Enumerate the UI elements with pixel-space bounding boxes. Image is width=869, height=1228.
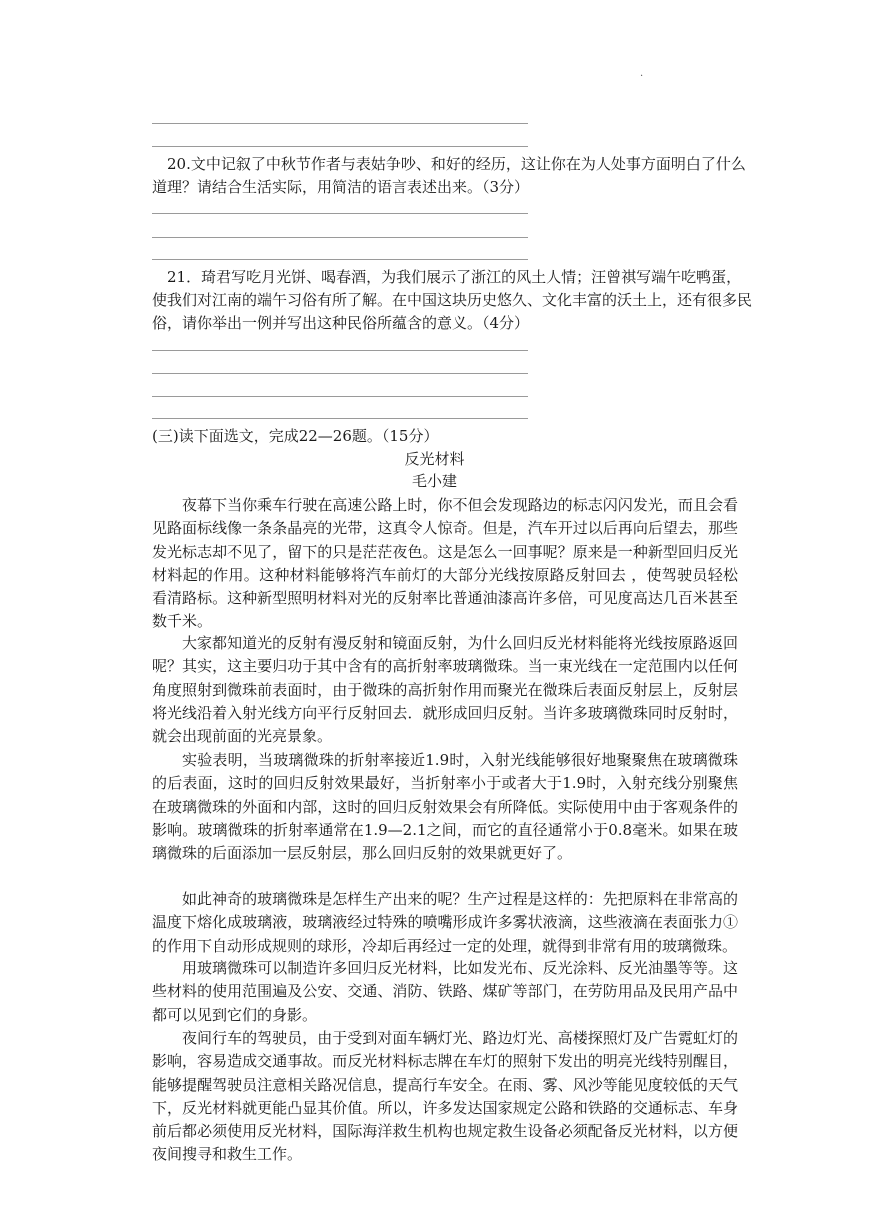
answer-line bbox=[152, 146, 528, 147]
question-20: 20.文中记叙了中秋节作者与表姑争吵、和好的经历，这让你在为人处事方面明白了什么道理？请结合生活实际，用简洁的语言表述出来。（3分） bbox=[152, 155, 746, 196]
answer-line bbox=[152, 123, 528, 124]
question-21: 21．琦君写吃月光饼、喝春酒，为我们展示了浙江的风土人情；汪曾祺写端午吃鸭蛋，使我们对江南的端午习俗有所了解。在中国这块历史悠久、文化丰富的沃土上，还有很多民俗，请你举出一例并写出这种民俗所蕴含的意义。（4分） bbox=[152, 268, 753, 332]
answer-line bbox=[152, 213, 528, 214]
answer-line bbox=[152, 418, 528, 419]
paragraph: 实验表明，当玻璃微珠的折射率接近1.9时，入射光线能够很好地聚聚焦在玻璃微珠的后表面，这时的回归反射效果最好，当折射率小于或者大于1.9时，入射充线分别聚焦在玻璃微珠的外面和内部，这时的回归反射效果会有所降低。实际使用中由于客观条件的影响。玻璃微珠的折射率通常在1.9—2.1之间，而它的直径通常小于0.8毫米。如果在玻璃微珠的后面添加一层反射层，那么回归反射的效果就更好了。 bbox=[152, 751, 738, 863]
answer-line bbox=[152, 396, 528, 397]
paragraph: 如此神奇的玻璃微珠是怎样生产出来的呢？生产过程是这样的：先把原料在非常高的温度下熔化成玻璃液，玻璃液经过特殊的喷嘴形成许多雾状液滴，这些液滴在表面张力①的作用下自动形成规则的球形，冷却后再经过一定的处理，就得到非常有用的玻璃微珠。 bbox=[152, 890, 738, 955]
paragraph: 夜间行车的驾驶员，由于受到对面车辆灯光、路边灯光、高楼探照灯及广告霓虹灯的影响，容易造成交通事故。而反光材料标志牌在车灯的照射下发出的明亮光线特别醒目，能够提醒驾驶员注意相关路况信息，提高行车安全。在雨、雾、风沙等能见度较低的天气下，反光材料就更能凸显其价值。所以，许多发达国家规定公路和铁路的交通标志、车身前后都必须使用反光材料，国际海洋救生机构也规定救生设备必须配备反光材料，以方便夜间搜寻和救生工作。 bbox=[152, 1029, 738, 1164]
paragraph: 夜幕下当你乘车行驶在高速公路上时，你不但会发现路边的标志闪闪发光，而且会看见路面标线像一条条晶亮的光带，这真令人惊奇。但是，汽车开过以后再向后望去，那些发光标志却不见了，留下的只是茫茫夜色。这是怎么一回事呢？原来是一种新型回归反光材料起的作用。这种材料能够将汽车前灯的大部分光线按原路反射回去 ，使驾驶员轻松看清路标。这种新型照明材料对光的反射率比普通油漆高许多倍，可见度高达几百米甚至数千米。 bbox=[152, 496, 738, 631]
answer-line bbox=[152, 350, 528, 351]
article-author: 毛小建 bbox=[411, 472, 457, 490]
answer-line bbox=[152, 237, 528, 238]
section-heading: (三)读下面选文，完成22—26题。（15分） bbox=[152, 427, 439, 445]
answer-line bbox=[152, 373, 528, 374]
answer-line bbox=[152, 259, 528, 260]
article-title: 反光材料 bbox=[404, 450, 465, 468]
paragraph: 用玻璃微珠可以制造许多回归反光材料，比如发光布、反光涂料、反光油墨等等。这些材料的使用范围遍及公安、交通、消防、铁路、煤矿等部门，在劳防用品及民用产品中都可以见到它们的身影。 bbox=[152, 959, 738, 1024]
paragraph: 大家都知道光的反射有漫反射和镜面反射，为什么回归反光材料能将光线按原路返回呢？其实，这主要归功于其中含有的高折射率玻璃微珠。当一束光线在一定范围内以任何角度照射到微珠前表面时，由于微珠的高折射作用而聚光在微珠后表面反射层上，反射层将光线沿着入射光线方向平行反射回去．就形成回归反射。当许多玻璃微珠同时反射时，就会出现前面的光亮景象。 bbox=[152, 634, 738, 746]
page-mark: . bbox=[640, 68, 644, 79]
